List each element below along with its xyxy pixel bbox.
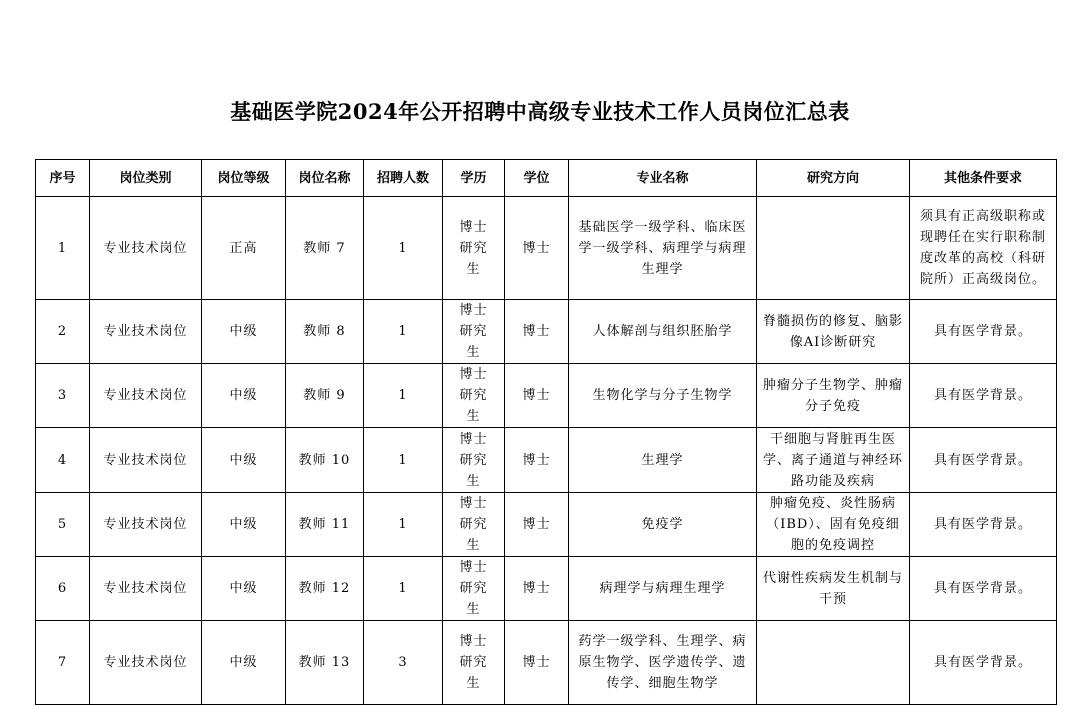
cell-education: 博士研究生 (443, 197, 505, 300)
table-row (36, 197, 1057, 300)
header-cell-major: 专业名称 (569, 160, 757, 197)
cell-count: 1 (364, 493, 443, 557)
cell-degree: 博士 (505, 364, 569, 428)
cell-count: 1 (364, 364, 443, 428)
cell-other: 须具有正高级职称或现聘任在实行职称制度改革的高校（科研院所）正高级岗位。 (910, 197, 1057, 300)
cell-degree: 博士 (505, 557, 569, 621)
cell-level: 中级 (202, 493, 286, 557)
cell-direction: 肿瘤分子生物学、肿瘤分子免疫 (757, 364, 910, 428)
table-row (36, 557, 1057, 621)
cell-direction: 肿瘤免疫、炎性肠病（IBD）、固有免疫细胞的免疫调控 (757, 493, 910, 557)
cell-major: 生物化学与分子生物学 (569, 364, 757, 428)
header-cell-direction: 研究方向 (757, 160, 910, 197)
cell-major: 免疫学 (569, 493, 757, 557)
cell-no: 4 (36, 428, 90, 493)
positions-table (35, 159, 1057, 705)
cell-level: 中级 (202, 557, 286, 621)
cell-degree: 博士 (505, 300, 569, 364)
cell-level: 正高 (202, 197, 286, 300)
cell-count: 1 (364, 557, 443, 621)
header-cell-count: 招聘人数 (364, 160, 443, 197)
cell-count: 3 (364, 621, 443, 705)
cell-level: 中级 (202, 621, 286, 705)
cell-other: 具有医学背景。 (910, 557, 1057, 621)
cell-education: 博士研究生 (443, 557, 505, 621)
cell-category: 专业技术岗位 (90, 493, 202, 557)
cell-name: 教师 10 (286, 428, 364, 493)
cell-other: 具有医学背景。 (910, 300, 1057, 364)
header-cell-degree: 学位 (505, 160, 569, 197)
table-row (36, 493, 1057, 557)
cell-major: 人体解剖与组织胚胎学 (569, 300, 757, 364)
cell-education: 博士研究生 (443, 493, 505, 557)
cell-degree: 博士 (505, 493, 569, 557)
cell-degree: 博士 (505, 428, 569, 493)
cell-count: 1 (364, 300, 443, 364)
cell-no: 3 (36, 364, 90, 428)
cell-direction: 代谢性疾病发生机制与干预 (757, 557, 910, 621)
cell-education: 博士研究生 (443, 621, 505, 705)
table-row (36, 364, 1057, 428)
cell-level: 中级 (202, 300, 286, 364)
cell-category: 专业技术岗位 (90, 300, 202, 364)
table-row (36, 300, 1057, 364)
header-cell-no: 序号 (36, 160, 90, 197)
page-title: 基础医学院2024年公开招聘中高级专业技术工作人员岗位汇总表 (230, 99, 850, 124)
cell-no: 6 (36, 557, 90, 621)
cell-education: 博士研究生 (443, 428, 505, 493)
header-cell-category: 岗位类别 (90, 160, 202, 197)
cell-count: 1 (364, 428, 443, 493)
cell-major: 基础医学一级学科、临床医学一级学科、病理学与病理生理学 (569, 197, 757, 300)
cell-other: 具有医学背景。 (910, 428, 1057, 493)
cell-category: 专业技术岗位 (90, 197, 202, 300)
cell-other: 具有医学背景。 (910, 493, 1057, 557)
cell-degree: 博士 (505, 621, 569, 705)
header-cell-other: 其他条件要求 (910, 160, 1057, 197)
cell-no: 2 (36, 300, 90, 364)
cell-name: 教师 9 (286, 364, 364, 428)
cell-name: 教师 11 (286, 493, 364, 557)
cell-name: 教师 12 (286, 557, 364, 621)
cell-degree: 博士 (505, 197, 569, 300)
cell-category: 专业技术岗位 (90, 364, 202, 428)
cell-other: 具有医学背景。 (910, 621, 1057, 705)
cell-category: 专业技术岗位 (90, 428, 202, 493)
cell-direction (757, 197, 910, 300)
cell-education: 博士研究生 (443, 300, 505, 364)
header-cell-level: 岗位等级 (202, 160, 286, 197)
cell-education: 博士研究生 (443, 364, 505, 428)
cell-major: 药学一级学科、生理学、病原生物学、医学遗传学、遗传学、细胞生物学 (569, 621, 757, 705)
cell-category: 专业技术岗位 (90, 557, 202, 621)
cell-category: 专业技术岗位 (90, 621, 202, 705)
cell-no: 7 (36, 621, 90, 705)
cell-major: 生理学 (569, 428, 757, 493)
cell-name: 教师 13 (286, 621, 364, 705)
cell-level: 中级 (202, 364, 286, 428)
table-header-row (36, 160, 1057, 197)
cell-no: 1 (36, 197, 90, 300)
cell-direction (757, 621, 910, 705)
cell-name: 教师 8 (286, 300, 364, 364)
cell-direction: 脊髓损伤的修复、脑影像AI诊断研究 (757, 300, 910, 364)
table-row (36, 428, 1057, 493)
header-cell-education: 学历 (443, 160, 505, 197)
cell-other: 具有医学背景。 (910, 364, 1057, 428)
cell-major: 病理学与病理生理学 (569, 557, 757, 621)
cell-level: 中级 (202, 428, 286, 493)
cell-no: 5 (36, 493, 90, 557)
table-row (36, 621, 1057, 705)
header-cell-name: 岗位名称 (286, 160, 364, 197)
cell-direction: 干细胞与肾脏再生医学、离子通道与神经环路功能及疾病 (757, 428, 910, 493)
cell-count: 1 (364, 197, 443, 300)
cell-name: 教师 7 (286, 197, 364, 300)
